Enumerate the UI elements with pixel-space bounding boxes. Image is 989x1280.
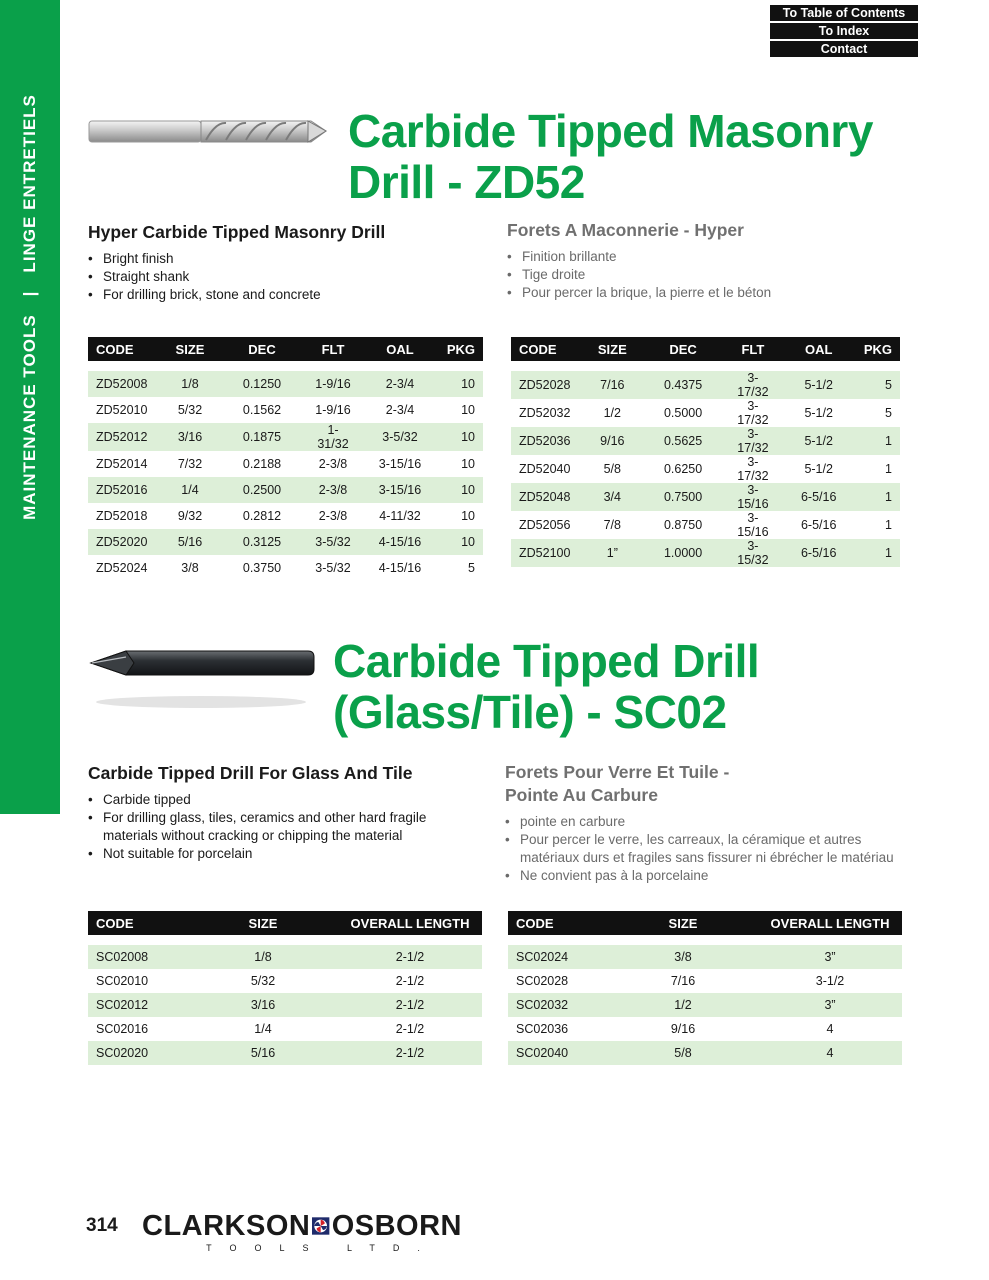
table-cell: ZD52010	[96, 403, 148, 417]
table-cell: ZD52028	[511, 371, 583, 399]
table-row	[511, 371, 900, 399]
table-cell: 0.1562	[242, 403, 282, 417]
table-cell: 0.7500	[642, 483, 724, 511]
page-number: 314	[86, 1215, 118, 1236]
column-header-flt: FLT	[304, 337, 362, 361]
section1-english-heading: Hyper Carbide Tipped Masonry Drill	[88, 222, 386, 242]
navigation-links	[770, 5, 918, 59]
zd52-right-body	[511, 361, 900, 567]
section1-title	[348, 106, 873, 208]
table-of-contents-link[interactable]: To Table of Contents	[770, 5, 918, 21]
column-header-size: SIZE	[608, 911, 758, 935]
table-cell: 0.2188	[242, 457, 282, 471]
table-cell: 5-1/2	[782, 371, 856, 399]
table-row	[88, 993, 482, 1017]
table-header-row	[511, 337, 900, 361]
table-cell: 3-15/16	[737, 511, 769, 539]
table-cell: ZD52100	[511, 539, 583, 567]
table-cell: 4-11/32	[379, 509, 421, 523]
table-row	[511, 427, 900, 455]
side-band-right-label: LINGE ENTRETIELS	[20, 94, 39, 273]
table-row	[511, 539, 900, 567]
table-cell: 3-5/32	[362, 423, 438, 451]
column-header-pkg: PKG	[438, 337, 483, 361]
table-cell: 0.3750	[242, 561, 282, 575]
table-header-row	[88, 337, 483, 361]
table-cell: 3-15/16	[378, 457, 422, 471]
table-row	[508, 1041, 902, 1065]
table-row	[88, 945, 482, 969]
table-row	[88, 397, 483, 423]
table-cell: 3-17/32	[724, 427, 781, 455]
table-cell: SC02020	[88, 1041, 188, 1065]
table-row	[88, 1041, 482, 1065]
table-cell: 3/8	[181, 561, 199, 575]
zd52-table-left	[88, 337, 483, 581]
table-cell: 9/16	[583, 427, 642, 455]
table-row	[511, 399, 900, 427]
list-item: • pointe en carbure	[505, 813, 905, 831]
table-cell: 4-15/16	[378, 561, 422, 575]
section2-french-bullets	[505, 813, 905, 885]
column-header-size: SIZE	[188, 911, 338, 935]
table-cell: ZD52040	[519, 462, 571, 476]
table-cell: 2-3/4	[385, 403, 415, 417]
table-cell: 5	[885, 406, 892, 420]
section1-title-line1: Carbide Tipped Masonry	[348, 105, 873, 157]
section2-french-heading-line1: Forets Pour Verre Et Tuile -	[505, 762, 730, 782]
table-cell: 1”	[583, 539, 642, 567]
table-cell: 0.3125	[220, 529, 304, 555]
table-cell: ZD52012	[88, 423, 160, 451]
table-cell: 0.1250	[220, 371, 304, 397]
column-header-size: SIZE	[160, 337, 220, 361]
table-cell: 3/16	[188, 993, 338, 1017]
sc02-right-body	[508, 935, 902, 1065]
list-item: • Pour percer le verre, les carreaux, la céramique et autres matériaux durs et fragiles sans fissurer ni ébrécher le matériau	[505, 831, 905, 867]
table-cell: ZD52014	[96, 457, 148, 471]
table-cell: 5/8	[608, 1041, 758, 1065]
table-cell: 7/16	[583, 371, 642, 399]
table-row	[511, 511, 900, 539]
table-row	[88, 451, 483, 477]
table-cell: 1	[885, 518, 892, 532]
table-row	[88, 477, 483, 503]
table-cell: 3-5/32	[304, 529, 362, 555]
table-row	[508, 945, 902, 969]
table-cell: 10	[461, 403, 475, 417]
table-cell: 1/4	[160, 477, 220, 503]
table-cell: 2-1/2	[338, 993, 482, 1017]
table-cell: 1-9/16	[315, 403, 351, 417]
table-cell: 3-5/32	[315, 561, 351, 575]
column-header-code: CODE	[88, 911, 188, 935]
brand-logo	[142, 1210, 462, 1253]
table-cell: ZD52016	[88, 477, 160, 503]
table-cell: 2-3/8	[318, 457, 348, 471]
table-cell: 0.5000	[663, 406, 703, 420]
table-cell: 3/16	[160, 423, 220, 451]
table-cell: 2-1/2	[338, 945, 482, 969]
list-item: • Not suitable for porcelain	[88, 845, 433, 863]
column-header-code: CODE	[508, 911, 608, 935]
table-cell: 2-3/4	[362, 371, 438, 397]
table-cell: 1/2	[603, 406, 621, 420]
table-cell: 5/16	[188, 1041, 338, 1065]
table-cell: ZD52018	[96, 509, 148, 523]
side-band	[0, 0, 60, 814]
side-band-separator: |	[20, 290, 39, 297]
table-cell: 3/4	[583, 483, 642, 511]
pinwheel-logo-icon	[312, 1211, 329, 1241]
table-cell: SC02036	[516, 1022, 569, 1036]
list-item: • For drilling glass, tiles, ceramics and other hard fragile materials without cracking or chipping the material	[88, 809, 433, 845]
table-row	[508, 993, 902, 1017]
table-cell: 1	[856, 539, 900, 567]
table-cell: 6-5/16	[782, 483, 856, 511]
table-cell: 5/32	[250, 974, 276, 988]
table-cell: 5/8	[603, 462, 621, 476]
table-cell: 10	[461, 509, 475, 523]
table-row	[88, 1017, 482, 1041]
table-cell: 3-17/32	[737, 455, 769, 483]
table-cell: 1	[856, 427, 900, 455]
column-header-oal: OAL	[362, 337, 438, 361]
column-header-flt: FLT	[724, 337, 781, 361]
table-row	[88, 529, 483, 555]
table-cell: 3-15/16	[724, 483, 781, 511]
table-cell: 6-5/16	[800, 518, 837, 532]
list-item: • Finition brillante	[507, 248, 907, 266]
side-band-label	[20, 94, 40, 520]
list-item: • Pour percer la brique, la pierre et le béton	[507, 284, 907, 302]
table-cell: 2-1/2	[395, 974, 425, 988]
list-item: • For drilling brick, stone and concrete	[88, 286, 468, 304]
table-cell: 2-3/8	[304, 477, 362, 503]
column-header-code: CODE	[511, 337, 583, 361]
column-header-dec: DEC	[220, 337, 304, 361]
table-row	[511, 455, 900, 483]
table-header-row	[88, 911, 482, 935]
table-cell: 0.2500	[220, 477, 304, 503]
table-cell: 5-1/2	[782, 427, 856, 455]
table-cell: 0.6250	[663, 462, 703, 476]
table-cell: 1	[885, 462, 892, 476]
table-cell: ZD52056	[519, 518, 571, 532]
column-header-size: SIZE	[583, 337, 642, 361]
contact-link[interactable]: Contact	[770, 41, 918, 57]
table-cell: 10	[438, 371, 483, 397]
zd52-table-right	[511, 337, 900, 567]
sc02-table-right	[508, 911, 902, 1065]
table-cell: 1-9/16	[304, 371, 362, 397]
masonry-drill-image	[86, 112, 330, 152]
table-cell: 0.1875	[220, 423, 304, 451]
section2-english-bullets	[88, 791, 433, 863]
section2-french-heading-line2: Pointe Au Carbure	[505, 785, 658, 805]
table-cell: SC02010	[96, 974, 149, 988]
table-cell: 0.5625	[642, 427, 724, 455]
table-cell: SC02024	[508, 945, 608, 969]
sc02-left-body	[88, 935, 482, 1065]
table-cell: 3-15/32	[724, 539, 781, 567]
table-cell: SC02032	[508, 993, 608, 1017]
table-cell: 1/8	[160, 371, 220, 397]
column-header-overall-length: OVERALL LENGTH	[338, 911, 482, 935]
brand-name-left: CLARKSON	[142, 1209, 311, 1242]
list-item: • Tige droite	[507, 266, 907, 284]
table-row	[508, 969, 902, 993]
side-band-left-label: MAINTENANCE TOOLS	[20, 314, 39, 520]
table-cell: 0.4375	[642, 371, 724, 399]
table-cell: 6-5/16	[782, 539, 856, 567]
list-item: • Carbide tipped	[88, 791, 433, 809]
table-row	[511, 483, 900, 511]
brand-tagline: TOOLS LTD.	[206, 1243, 438, 1253]
table-cell: 9/16	[670, 1022, 696, 1036]
column-header-pkg: PKG	[856, 337, 900, 361]
sc02-table-left	[88, 911, 482, 1065]
column-header-dec: DEC	[642, 337, 724, 361]
table-cell: 5	[468, 561, 475, 575]
column-header-overall-length: OVERALL LENGTH	[758, 911, 902, 935]
list-item: • Bright finish	[88, 250, 468, 268]
table-cell: ZD52032	[519, 406, 571, 420]
section2-title	[333, 636, 759, 738]
zd52-left-body	[88, 361, 483, 581]
table-cell: 3-15/16	[362, 477, 438, 503]
table-row	[88, 371, 483, 397]
glass-tile-drill-image	[86, 640, 316, 720]
table-cell: 1/8	[188, 945, 338, 969]
table-cell: 10	[438, 423, 483, 451]
table-cell: 1-31/32	[304, 423, 362, 451]
table-cell: 3-17/32	[737, 399, 769, 427]
column-header-oal: OAL	[782, 337, 856, 361]
table-cell: 10	[438, 529, 483, 555]
table-cell: SC02028	[516, 974, 569, 988]
table-cell: 3”	[758, 945, 902, 969]
table-cell: 0.8750	[663, 518, 703, 532]
table-cell: ZD52020	[88, 529, 160, 555]
table-cell: 2-1/2	[395, 1022, 425, 1036]
table-cell: SC02012	[88, 993, 188, 1017]
table-cell: 4	[826, 1022, 834, 1036]
section2-title-line1: Carbide Tipped Drill	[333, 635, 760, 687]
table-cell: ZD52048	[511, 483, 583, 511]
table-cell: 1/2	[608, 993, 758, 1017]
table-cell: 3/8	[608, 945, 758, 969]
table-cell: 9/32	[177, 509, 203, 523]
table-row	[88, 423, 483, 451]
table-cell: 4	[758, 1041, 902, 1065]
table-cell: 2-1/2	[338, 1041, 482, 1065]
table-cell: 7/16	[670, 974, 696, 988]
table-cell: 10	[438, 477, 483, 503]
table-cell: 7/8	[603, 518, 621, 532]
brand-name-right: OSBORN	[331, 1209, 462, 1242]
table-cell: 3-1/2	[815, 974, 845, 988]
table-cell: 0.2812	[242, 509, 282, 523]
table-cell: 3”	[758, 993, 902, 1017]
table-cell: 4-15/16	[362, 529, 438, 555]
table-row	[508, 1017, 902, 1041]
table-cell: 1/4	[254, 1022, 272, 1036]
table-row	[88, 969, 482, 993]
table-cell: 5/16	[160, 529, 220, 555]
section1-english-bullets	[88, 250, 468, 304]
table-cell: 1	[856, 483, 900, 511]
table-header-row	[508, 911, 902, 935]
index-link[interactable]: To Index	[770, 23, 918, 39]
list-item: • Straight shank	[88, 268, 468, 286]
table-cell: SC02016	[96, 1022, 149, 1036]
section2-english-heading: Carbide Tipped Drill For Glass And Tile	[88, 763, 413, 783]
list-item: • Ne convient pas à la porcelaine	[505, 867, 905, 885]
table-cell: 5/32	[177, 403, 203, 417]
table-cell: 5-1/2	[804, 406, 833, 420]
column-header-code: CODE	[88, 337, 160, 361]
table-cell: 1.0000	[642, 539, 724, 567]
table-cell: 10	[461, 457, 475, 471]
table-cell: SC02008	[88, 945, 188, 969]
table-cell: 3-17/32	[724, 371, 781, 399]
table-cell: 2-3/8	[318, 509, 348, 523]
section1-title-line2: Drill - ZD52	[348, 156, 585, 208]
table-cell: 5-1/2	[804, 462, 833, 476]
table-cell: 5	[856, 371, 900, 399]
table-cell: ZD52024	[96, 561, 148, 575]
table-cell: SC02040	[508, 1041, 608, 1065]
table-row	[88, 555, 483, 581]
section1-french-bullets	[507, 248, 907, 302]
section2-french-heading	[505, 761, 729, 807]
section2-title-line2: (Glass/Tile) - SC02	[333, 686, 727, 738]
table-cell: ZD52008	[88, 371, 160, 397]
table-cell: 7/32	[177, 457, 203, 471]
table-cell: ZD52036	[511, 427, 583, 455]
table-row	[88, 503, 483, 529]
section1-french-heading: Forets A Maconnerie - Hyper	[507, 220, 744, 240]
